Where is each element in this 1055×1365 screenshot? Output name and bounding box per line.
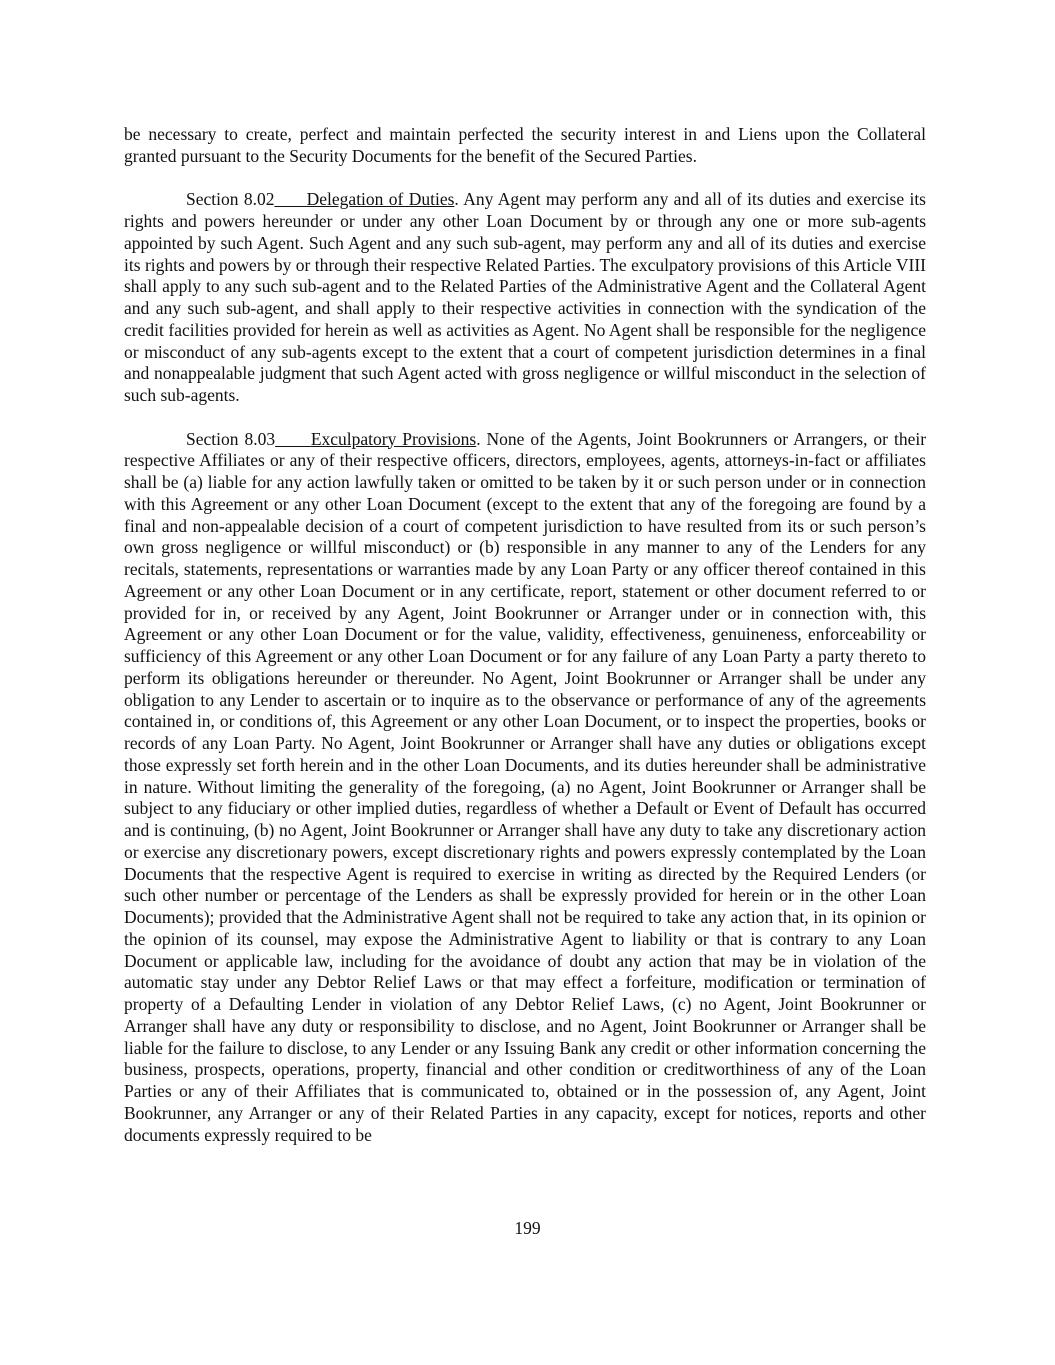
section-number: Section 8.02 [186,189,275,210]
page-number: 199 [514,1218,541,1238]
continuation-paragraph: be necessary to create, perfect and maintain perfected the security interest in and Liens upon the Collateral granted pursuant to the Security Documents for the benefit of the Secured Parties. [124,124,926,166]
section-title: Delegation of Duties [306,189,455,210]
section-body: None of the Agents, Joint Bookrunners or Arrangers, or their respective Affiliates or any of their respective officers, directors, employees, agents, attorneys-in-fact or affiliates shall be (a) liable for any action lawfully taken or omitted to be taken by it or such person under or in connection with this Agreement or any other Loan Document (except to the extent that any of the foregoing are found by a final and non-appealable decision of a court of competent jurisdiction to have resulted from its or such person’s own gross negligence or willful misconduct) or (b) responsible in any manner to any of the Lenders for any recitals, statements, representations or warranties made by any Loan Party or any officer thereof contained in this Agreement or any other Loan Document or in any certificate, report, statement or other document referred to or provided for in, or received by any Agent, Joint Bookrunner or Arranger under or in connection with, this Agreement or any other Loan Document or for the value, validity, effectiveness, genuineness, enforceability or sufficiency of this Agreement or any other Loan Document or for any failure of any Loan Party a party thereto to perform its obligations hereunder or thereunder. No Agent, Joint Bookrunner or Arranger shall be under any obligation to any Lender to ascertain or to inquire as to the observance or performance of any of the agreements contained in, or conditions of, this Agreement or any other Loan Document, or to inspect the properties, books or records of any Loan Party. No Agent, Joint Bookrunner or Arranger shall have any duties or obligations except those expressly set forth herein and in the other Loan Documents, and its duties hereunder shall be administrative in nature. Without limiting the generality of the foregoing, (a) no Agent, Joint Bookrunner or Arranger shall be subject to any fiduciary or other implied duties, regardless of whether a Default or Event of Default has occurred and is continuing, (b) no Agent, Joint Bookrunner or Arranger shall have any duty to take any discretionary action or exercise any discretionary powers, except discretionary rights and powers expressly contemplated by the Loan Documents that the respective Agent is required to exercise in writing as directed by the Required Lenders (or such other number or percentage of the Lenders as shall be expressly provided for herein or in the other Loan Documents); provided that the Administrative Agent shall not be required to take any action that, in its opinion or the opinion of its counsel, may expose the Administrative Agent to liability or that is contrary to any Loan Document or applicable law, including for the avoidance of doubt any action that may be in violation of the automatic stay under any Debtor Relief Laws or that may effect a forfeiture, modification or termination of property of a Defaulting Lender in violation of any Debtor Relief Laws, (c) no Agent, Joint Bookrunner or Arranger shall have any duty or responsibility to disclose, and no Agent, Joint Bookrunner or Arranger shall be liable for the failure to disclose, to any Lender or any Issuing Bank any credit or other information concerning the business, prospects, operations, property, financial and other condition or creditworthiness of any of the Loan Parties or any of their Affiliates that is communicated to, obtained or in the possession of, any Agent, Joint Bookrunner, any Arranger or any of their Related Parties in any capacity, except for notices, reports and other documents expressly required to be [124,428,927,1145]
section-8-02-paragraph: Section 8.02 Delegation of Duties. Any Agent may perform any and all of its duties and exercise its rights and powers hereunder or under any other Loan Document by or through any one or more sub-agents appointed by such Agent. Such Agent and any such sub-agent, may perform any and all of its duties and exercise its rights and powers by or through their respective Related Parties. The exculpatory provisions of this Article VIII shall apply to any such sub-agent and to the Related Parties of the Administrative Agent and the Collateral Agent and any such sub-agent, and shall apply to their respective activities in connection with the syndication of the credit facilities provided for herein as well as activities as Agent. No Agent shall be responsible for the negligence or misconduct of any sub-agents except to the extent that a court of competent jurisdiction determines in a final and nonappealable judgment that such Agent acted with gross negligence or willful misconduct in the selection of such sub-agents. [124,189,926,405]
section-8-03-paragraph: Section 8.03 Exculpatory Provisions. None of the Agents, Joint Bookrunners or Arrangers, or their respective Affiliates or any of their respective officers, directors, employees, agents, attorneys-in-fact or affiliates shall be (a) liable for any action lawfully taken or omitted to be taken by it or such person under or in connection with this Agreement or any other Loan Document (except to the extent that any of the foregoing are found by a final and non-appealable decision of a court of competent jurisdiction to have resulted from its or such person’s own gross negligence or willful misconduct) or (b) responsible in any manner to any of the Lenders for any recitals, statements, representations or warranties made by any Loan Party or any officer thereof contained in this Agreement or any other Loan Document or in any certificate, report, statement or other document referred to or provided for in, or received by any Agent, Joint Bookrunner or Arranger under or in connection with, this Agreement or any other Loan Document or for the value, validity, effectiveness, genuineness, enforceability or sufficiency of this Agreement or any other Loan Document or for any failure of any Loan Party a party thereto to perform its obligations hereunder or thereunder. No Agent, Joint Bookrunner or Arranger shall be under any obligation to any Lender to ascertain or to inquire as to the observance or performance of any of the agreements contained in, or conditions of, this Agreement or any other Loan Document, or to inspect the properties, books or records of any Loan Party. No Agent, Joint Bookrunner or Arranger shall have any duties or obligations except those expressly set forth herein and in the other Loan Documents, and its duties hereunder shall be administrative in nature. Without limiting the generality of the foregoing, (a) no Agent, Joint Bookrunner or Arranger shall be subject to any fiduciary or other implied duties, regardless of whether a Default or Event of Default has occurred and is continuing, (b) no Agent, Joint Bookrunner or Arranger shall have any duty to take any discretionary action or exercise any discretionary powers, except discretionary rights and powers expressly contemplated by the Loan Documents that the respective Agent is required to exercise in writing as directed by the Required Lenders (or such other number or percentage of the Lenders as shall be expressly provided for herein or in the other Loan Documents); provided that the Administrative Agent shall not be required to take any action that, in its opinion or the opinion of its counsel, may expose the Administrative Agent to liability or that is contrary to any Loan Document or applicable law, including for the avoidance of doubt any action that may be in violation of the automatic stay under any Debtor Relief Laws or that may effect a forfeiture, modification or termination of property of a Defaulting Lender in violation of any Debtor Relief Laws, (c) no Agent, Joint Bookrunner or Arranger shall have any duty or responsibility to disclose, and no Agent, Joint Bookrunner or Arranger shall be liable for the failure to disclose, to any Lender or any Issuing Bank any credit or other information concerning the business, prospects, operations, property, financial and other condition or creditworthiness of any of the Loan Parties or any of their Affiliates that is communicated to, obtained or in the possession of, any Agent, Joint Bookrunner, any Arranger or any of their Related Parties in any capacity, except for notices, reports and other documents expressly required to be [124,428,927,1145]
section-title: Exculpatory Provisions [310,428,477,449]
section-number: Section 8.03 [186,428,276,449]
section-heading [275,429,476,449]
section-body: Any Agent may perform any and all of its duties and exercise its rights and powers hereunder or under any other Loan Document by or through any one or more sub-agents appointed by such Agent. Such Agent and any such sub-agent, may perform any and all of its duties and exercise its rights and powers by or through their respective Related Parties. The exculpatory provisions of this Article VIII shall apply to any such sub-agent and to the Related Parties of the Administrative Agent and the Collateral Agent and any such sub-agent, and shall apply to their respective activities in connection with the syndication of the credit facilities provided for herein as well as activities as Agent. No Agent shall be responsible for the negligence or misconduct of any sub-agents except to the extent that a court of competent jurisdiction determines in a final and nonappealable judgment that such Agent acted with gross negligence or willful misconduct in the selection of such sub-agents. [124,189,926,405]
section-heading [274,189,454,209]
document-page [124,124,926,1146]
